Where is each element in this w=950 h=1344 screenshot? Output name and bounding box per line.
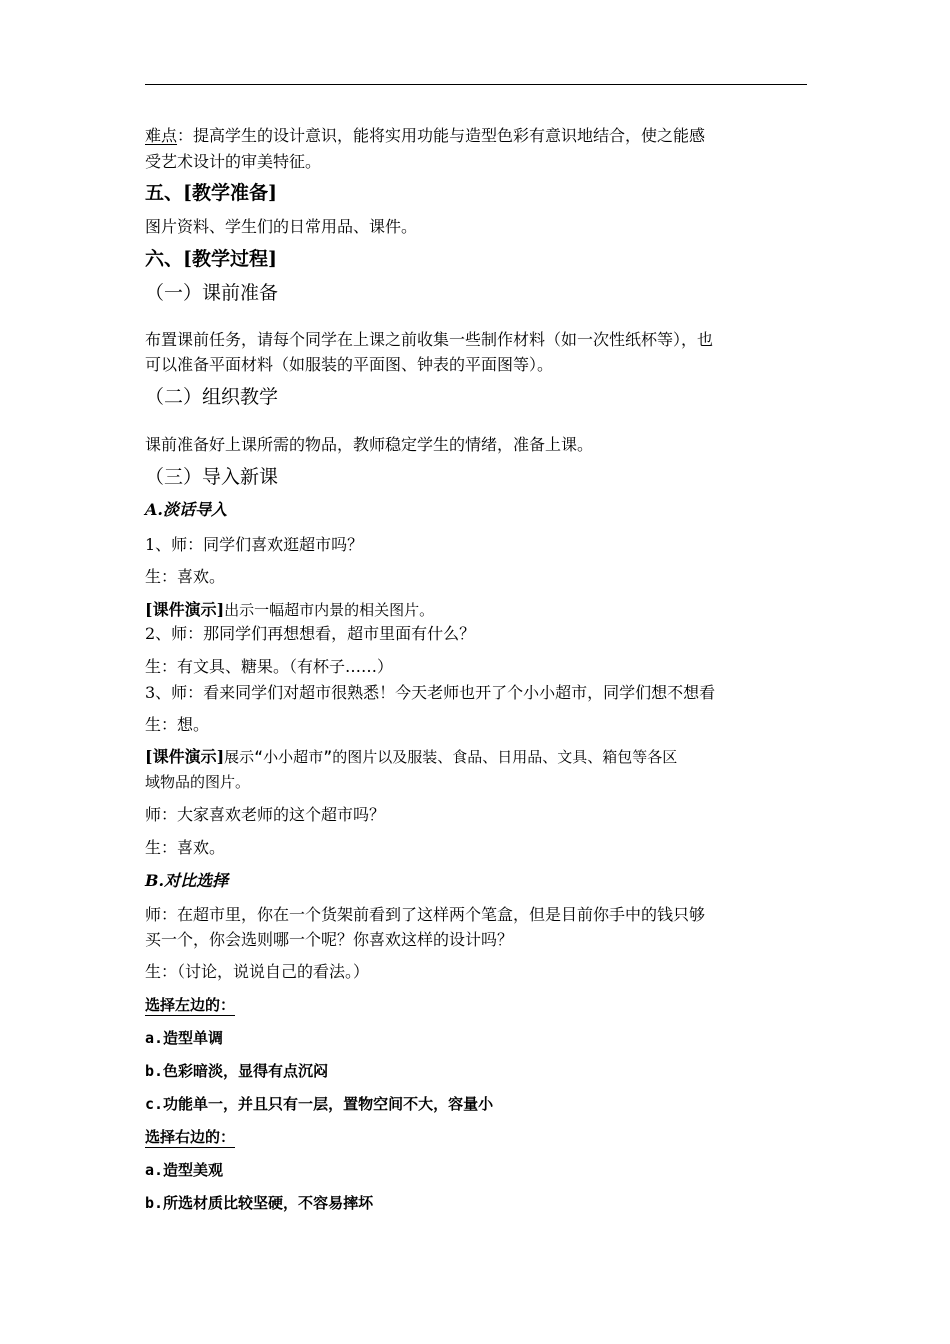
partB-title: B.对比选择: [145, 871, 229, 890]
partA-line: 生：想。: [145, 715, 210, 734]
demo2-line-1: [145, 747, 677, 767]
partA-line: 生：喜欢。: [145, 838, 226, 857]
demo1-text: 出示一幅超市内景的相关图片。: [224, 601, 435, 619]
partB-question-1: 师：在超市里，你在一个货架前看到了这样两个笔盒，但是目前你手中的钱只够: [145, 905, 706, 924]
partB-answer: 生：（讨论，说说自己的看法。）: [145, 962, 370, 981]
partA-line: 师：大家喜欢老师的这个超市吗？: [145, 805, 386, 824]
difficulty-text-1: ：提高学生的设计意识，能将实用功能与造型色彩有意识地结合，使之能感: [177, 126, 706, 145]
right-item: b.所选材质比较坚硬，不容易摔坏: [145, 1194, 374, 1212]
section6-heading: 六、[教学过程]: [145, 248, 277, 270]
demo1-line: [145, 600, 434, 620]
partA-line: 3、师：看来同学们对超市很熟悉！今天老师也开了个小小超市，同学们想不想看: [145, 683, 716, 702]
difficulty-line-1: [145, 126, 705, 146]
header-rule: [145, 84, 807, 85]
demo2-text-2: 域物品的图片。: [145, 773, 251, 791]
sub2-heading: （二）组织教学: [145, 386, 279, 408]
left-heading: [145, 995, 235, 1015]
sub1-heading: （一）课前准备: [145, 282, 279, 304]
sub2-body: 课前准备好上课所需的物品，教师稳定学生的情绪，准备上课。: [145, 435, 594, 454]
section5-body: 图片资料、学生们的日常用品、课件。: [145, 217, 418, 236]
left-heading-text: 选择左边的：: [145, 996, 236, 1014]
partA-title: A.淡话导入: [145, 500, 227, 519]
sub1-body-1: 布置课前任务，请每个同学在上课之前收集一些制作材料（如一次性纸杯等），也: [145, 330, 714, 349]
right-item: a.造型美观: [145, 1161, 224, 1179]
sub3-heading: （三）导入新课: [145, 466, 279, 488]
difficulty-label: 难点: [145, 126, 178, 145]
difficulty-line-2: 受艺术设计的审美特征。: [145, 152, 322, 171]
left-item: a.造型单调: [145, 1029, 224, 1047]
left-item: b.色彩暗淡，显得有点沉闷: [145, 1062, 329, 1080]
section5-heading: 五、[教学准备]: [145, 182, 277, 204]
partB-question-2: 买一个，你会选则哪一个呢？你喜欢这样的设计吗？: [145, 930, 514, 949]
partA-line: 1、师：同学们喜欢逛超市吗？: [145, 535, 364, 554]
demo1-label: [课件演示]: [145, 600, 225, 619]
partA-line: 2、师：那同学们再想想看，超市里面有什么？: [145, 624, 476, 643]
partA-line: 生：喜欢。: [145, 567, 226, 586]
partA-line: 生：有文具、糖果。（有杯子……）: [145, 657, 394, 676]
sub1-body-2: 可以准备平面材料（如服装的平面图、钟表的平面图等）。: [145, 355, 554, 374]
left-item: c.功能单一，并且只有一层，置物空间不大，容量小: [145, 1095, 494, 1113]
demo2-text-1: 展示“小小超市”的图片以及服装、食品、日用品、文具、箱包等各区: [224, 748, 678, 766]
demo2-label: [课件演示]: [145, 747, 225, 766]
right-heading: [145, 1127, 235, 1147]
right-heading-text: 选择右边的：: [145, 1128, 236, 1146]
